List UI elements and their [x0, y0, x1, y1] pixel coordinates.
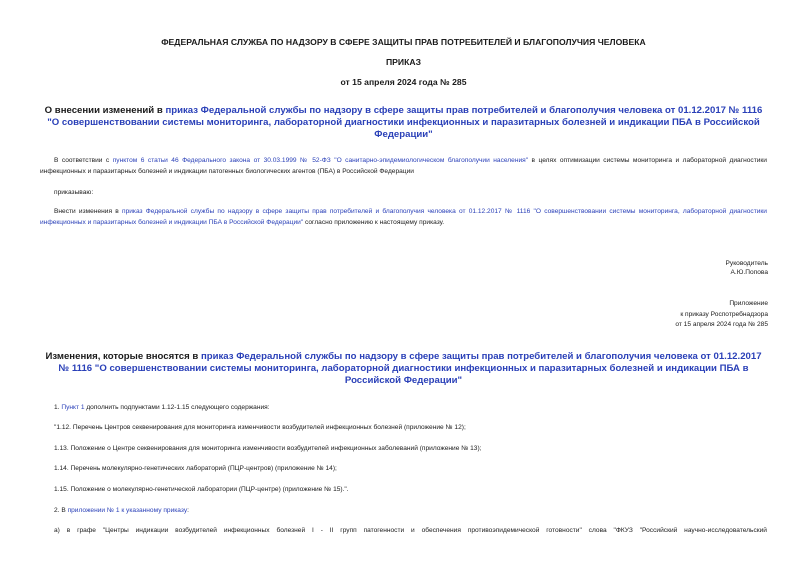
item-1-text: дополнить подпунктами 1.12-1.15 следующего содержания: [84, 404, 270, 411]
federal-law-link[interactable]: пунктом 6 статьи 46 Федерального закона от 30.03.1999 № 52-ФЗ "О санитарно-эпидемиологическом благополучии населения" [112, 157, 529, 164]
item-2a: а) в графе "Центры индикации возбудителей инфекционных болезней I - II групп патогенности и обеспечения противоэпидемической готовности" слова "ФКУЗ "Российский научно-исследовательский [54, 527, 767, 534]
order-paragraph [40, 206, 767, 228]
document-title-prefix: О внесении изменений в [44, 105, 166, 116]
item-2-text: : [187, 507, 189, 514]
subitem-1-14: 1.14. Перечень молекулярно-генетических лабораторий (ПЦР-центров) (приложение № 14); [54, 465, 337, 472]
item-1 [54, 403, 270, 412]
item-1-link[interactable]: Пункт 1 [61, 404, 85, 411]
document-title [40, 105, 767, 141]
appendix-date-ref: от 15 апреля 2024 года № 285 [675, 321, 768, 328]
preamble-before: В соответствии с [54, 157, 113, 164]
appendix-label: Приложение [729, 300, 768, 307]
date-number-heading: от 15 апреля 2024 года № 285 [340, 77, 467, 87]
amended-order-link[interactable]: приказ Федеральной службы по надзору в сфере защиты прав потребителей и благополучия человека от 01.12.2017 № 1116 "О совершенствовании системы мониторинга, лабораторной диагностики инфекционных и паразитарных болезней и индикации ПБА в Российской Федерации" [47, 105, 763, 140]
subitem-1-15: 1.15. Положение о молекулярно-генетической лаборатории (ПЦР-центре) (приложение № 15).". [54, 486, 349, 493]
signature-name: А.Ю.Попова [730, 269, 768, 276]
item-2-link[interactable]: приложении № 1 к указанному приказу [67, 507, 188, 514]
changes-order-link[interactable]: приказ Федеральной службы по надзору в сфере защиты прав потребителей и благополучия человека от 01.12.2017 № 1116 "О совершенствовании системы мониторинга, лабораторной диагностики инфекционных и паразитарных болезней и индикации ПБА в Российской Федерации" [58, 351, 762, 386]
subitem-1-12: "1.12. Перечень Центров секвенирования для мониторинга изменчивости возбудителей инфекционных болезней (приложение № 12); [54, 424, 466, 431]
order-word: приказываю: [54, 189, 94, 196]
preamble-paragraph [40, 155, 767, 177]
item-1-number: 1. [54, 404, 62, 411]
signature-role: Руководитель [725, 260, 768, 267]
order-after: согласно приложению к настоящему приказу. [303, 219, 445, 226]
changes-title-prefix: Изменения, которые вносятся в [45, 351, 201, 362]
agency-heading: ФЕДЕРАЛЬНАЯ СЛУЖБА ПО НАДЗОРУ В СФЕРЕ ЗАЩИТЫ ПРАВ ПОТРЕБИТЕЛЕЙ И БЛАГОПОЛУЧИЯ ЧЕЛОВЕКА [161, 37, 646, 47]
appendix-order-ref: к приказу Роспотребнадзора [680, 311, 768, 318]
doc-type-heading: ПРИКАЗ [385, 57, 422, 67]
order-before: Внести изменения в [54, 208, 122, 215]
changes-title [40, 351, 767, 387]
subitem-1-13: 1.13. Положение о Центре секвенирования для мониторинга изменчивости возбудителей инфекционных заболеваний (приложение № 13); [54, 445, 482, 452]
preamble-after: в целях оптимизации системы мониторинга и лабораторной диагностики инфекционных и паразитарных болезней и индикации патогенных биологических агентов (ПБА) в Российской Федерации [40, 157, 767, 175]
order-amended-link[interactable]: приказ Федеральной службы по надзору в сфере защиты прав потребителей и благополучия человека от 01.12.2017 № 1116 "О совершенствовании системы мониторинга, лабораторной диагностики инфекционных и паразитарных болезней и индикации ПБА в Российской Федерации" [40, 208, 767, 226]
item-2-number: 2. В [54, 507, 68, 514]
item-2 [54, 506, 189, 515]
